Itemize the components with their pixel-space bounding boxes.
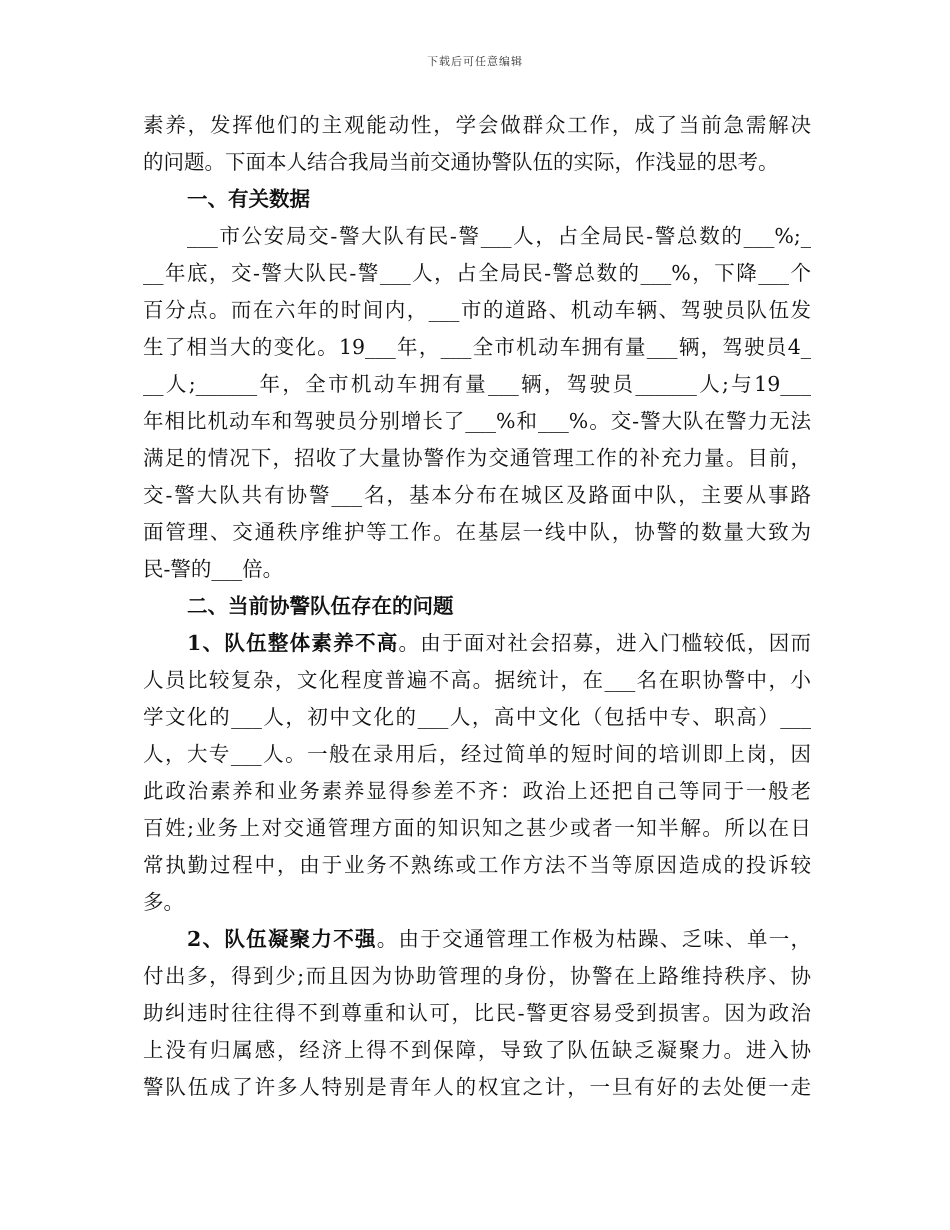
body-line: 人员比较复杂，文化程度普遍不高。据统计，在___名在职协警中，小 [143,668,811,692]
body-line: 警队伍成了许多人特别是青年人的权宜之计，一旦有好的去处便一走 [143,1075,811,1099]
body-line: 百分点。而在六年的时间内，___市的道路、机动车辆、驾驶员队伍发 [143,298,811,322]
body-line: 助纠违时往往得不到尊重和认可，比民-警更容易受到损害。因为政治 [143,1001,811,1025]
body-line: 民-警的___倍。 [143,557,284,581]
body-line: 生了相当大的变化。19___年，___全市机动车拥有量___辆，驾驶员4_ [143,335,811,359]
subsection-line [143,921,811,958]
body-line: ___市公安局交-警大队有民-警___人，占全局民-警总数的___%;_ [187,224,811,248]
body-line: 多。 [143,890,184,914]
subsection-line [143,625,811,662]
document-body [143,107,811,1106]
body-text: 。由于交通管理工作极为枯躁、乏味、单一， [376,927,811,951]
body-line: 上没有归属感，经济上得不到保障，导致了队伍缺乏凝聚力。进入协 [143,1038,811,1062]
body-line: __人;______年，全市机动车拥有量___辆，驾驶员______人;与19___ [143,372,811,396]
body-line: 素养，发挥他们的主观能动性，学会做群众工作，成了当前急需解决 [143,113,811,137]
section-heading-data: 一、有关数据 [187,187,310,211]
body-line: 满足的情况下，招收了大量协警作为交通管理工作的补充力量。目前， [143,446,811,470]
body-line: __年底，交-警大队民-警___人，占全局民-警总数的___%，下降___个 [143,261,811,285]
body-line: 的问题。下面本人结合我局当前交通协警队伍的实际，作浅显的思考。 [143,150,779,174]
page-header-note: 下载后可任意编辑 [427,55,523,68]
body-line: 此政治素养和业务素养显得参差不齐：政治上还把自己等同于一般老 [143,779,811,803]
body-line: 面管理、交通秩序维护等工作。在基层一线中队，协警的数量大致为 [143,520,811,544]
body-line: 百姓;业务上对交通管理方面的知识知之甚少或者一知半解。所以在日 [143,816,811,840]
body-line: 人，大专___人。一般在录用后，经过简单的短时间的培训即上岗，因 [143,742,811,766]
body-text: 。由于面对社会招募，进入门槛较低，因而 [398,631,811,655]
body-line: 交-警大队共有协警___名，基本分布在城区及路面中队，主要从事路 [143,483,811,507]
section-heading-problems: 二、当前协警队伍存在的问题 [187,594,454,618]
subsection-title: 2、队伍凝聚力不强 [187,927,377,951]
body-line: 付出多，得到少;而且因为协助管理的身份，协警在上路维持秩序、协 [143,964,811,988]
body-line: 常执勤过程中，由于业务不熟练或工作方法不当等原因造成的投诉较 [143,853,811,877]
body-line: 学文化的___人，初中文化的___人，高中文化（包括中专、职高）___ [143,705,811,729]
body-line: 年相比机动车和驾驶员分别增长了___%和___%。交-警大队在警力无法 [143,409,811,433]
subsection-title: 1、队伍整体素养不高 [187,631,399,655]
